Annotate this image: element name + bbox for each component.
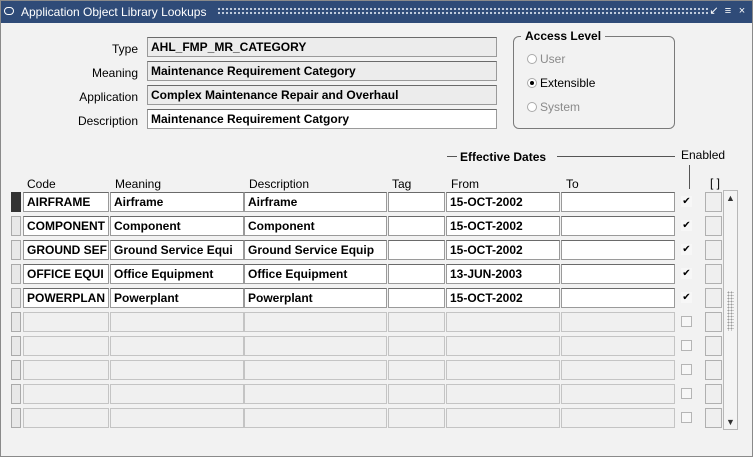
cell-tag[interactable] <box>388 216 445 236</box>
cell-to[interactable] <box>561 408 675 428</box>
radio-extensible-label[interactable]: Extensible <box>540 76 596 90</box>
cell-tag[interactable] <box>388 192 445 212</box>
cell-code[interactable]: POWERPLAN <box>23 288 109 308</box>
radio-system[interactable] <box>527 102 537 112</box>
row-selector[interactable] <box>11 240 21 260</box>
enabled-checkbox[interactable]: ✔ <box>682 292 691 303</box>
cell-tag[interactable] <box>388 336 445 356</box>
enabled-checkbox[interactable] <box>681 412 692 423</box>
cell-code[interactable] <box>23 336 109 356</box>
effective-dates-title: Effective Dates <box>457 150 549 164</box>
cell-code[interactable]: OFFICE EQUI <box>23 264 109 284</box>
cell-description[interactable] <box>244 408 387 428</box>
enabled-checkbox[interactable] <box>681 388 692 399</box>
cell-description[interactable]: Ground Service Equip <box>244 240 387 260</box>
column-header-tag: Tag <box>392 177 412 191</box>
cell-meaning[interactable]: Office Equipment <box>110 264 244 284</box>
cell-to[interactable] <box>561 384 675 404</box>
radio-user[interactable] <box>527 54 537 64</box>
enabled-header: Enabled <box>681 148 726 162</box>
enabled-checkbox[interactable] <box>681 340 692 351</box>
cell-description[interactable]: Office Equipment <box>244 264 387 284</box>
cell-code[interactable]: GROUND SEF <box>23 240 109 260</box>
descriptive-flexfield-cell[interactable] <box>705 288 722 308</box>
cell-tag[interactable] <box>388 264 445 284</box>
cell-meaning[interactable]: Component <box>110 216 244 236</box>
window-title: Application Object Library Lookups <box>21 5 207 19</box>
meaning-label: Meaning <box>91 66 138 80</box>
cell-code[interactable] <box>23 408 109 428</box>
row-selector[interactable] <box>11 360 21 380</box>
enabled-checkbox[interactable] <box>681 316 692 327</box>
cell-from[interactable]: 15-OCT-2002 <box>446 216 560 236</box>
row-selector[interactable] <box>11 288 21 308</box>
cell-tag[interactable] <box>388 240 445 260</box>
enabled-checkbox[interactable] <box>681 364 692 375</box>
descriptive-flexfield-cell[interactable] <box>705 240 722 260</box>
window-menu-icon[interactable] <box>4 7 14 15</box>
cell-description[interactable] <box>244 336 387 356</box>
cell-to[interactable] <box>561 288 675 308</box>
description-field[interactable]: Maintenance Requirement Catgory <box>147 109 497 129</box>
application-label: Application <box>79 90 138 104</box>
cell-code[interactable]: AIRFRAME <box>23 192 109 212</box>
descriptive-flexfield-cell[interactable] <box>705 264 722 284</box>
cell-from[interactable] <box>446 384 560 404</box>
scroll-up-icon[interactable]: ▲ <box>726 193 735 203</box>
description-label: Description <box>77 114 138 128</box>
cell-to[interactable] <box>561 312 675 332</box>
descriptive-flexfield-cell[interactable] <box>705 336 722 356</box>
row-selector[interactable] <box>11 408 21 428</box>
cell-description[interactable] <box>244 384 387 404</box>
cell-meaning[interactable] <box>110 408 244 428</box>
cell-from[interactable]: 15-OCT-2002 <box>446 240 560 260</box>
access-level-title: Access Level <box>521 29 605 43</box>
row-selector[interactable] <box>11 384 21 404</box>
descriptive-flexfield-cell[interactable] <box>705 192 722 212</box>
cell-from[interactable] <box>446 312 560 332</box>
scroll-thumb[interactable] <box>727 291 734 331</box>
descriptive-flexfield-cell[interactable] <box>705 216 722 236</box>
cell-to[interactable] <box>561 264 675 284</box>
type-field[interactable]: AHL_FMP_MR_CATEGORY <box>147 37 497 57</box>
cell-code[interactable]: COMPONENT <box>23 216 109 236</box>
cell-description[interactable]: Component <box>244 216 387 236</box>
descriptive-flexfield-cell[interactable] <box>705 384 722 404</box>
enabled-checkbox[interactable]: ✔ <box>682 268 691 279</box>
enabled-checkbox[interactable]: ✔ <box>682 220 691 231</box>
cell-to[interactable] <box>561 360 675 380</box>
radio-user-label[interactable]: User <box>540 52 566 66</box>
cell-code[interactable] <box>23 360 109 380</box>
cell-meaning[interactable]: Airframe <box>110 192 244 212</box>
close-icon[interactable]: × <box>738 5 746 17</box>
row-selector[interactable] <box>11 216 21 236</box>
cell-from[interactable] <box>446 336 560 356</box>
cell-from[interactable] <box>446 360 560 380</box>
cell-meaning[interactable] <box>110 384 244 404</box>
cell-from[interactable] <box>446 408 560 428</box>
cell-from[interactable]: 15-OCT-2002 <box>446 192 560 212</box>
extra-column-header: [ ] <box>710 176 721 190</box>
column-header-from: From <box>451 177 479 191</box>
cell-description[interactable]: Airframe <box>244 192 387 212</box>
cell-tag[interactable] <box>388 384 445 404</box>
minimize-icon[interactable]: ↙ <box>709 5 719 17</box>
cell-to[interactable] <box>561 192 675 212</box>
cell-meaning[interactable] <box>110 360 244 380</box>
cell-meaning[interactable]: Powerplant <box>110 288 244 308</box>
cell-meaning[interactable] <box>110 312 244 332</box>
cell-description[interactable] <box>244 312 387 332</box>
enabled-checkbox[interactable]: ✔ <box>682 244 691 255</box>
meaning-field[interactable]: Maintenance Requirement Category <box>147 61 497 81</box>
radio-system-label[interactable]: System <box>540 100 581 114</box>
column-header-meaning: Meaning <box>115 177 162 191</box>
cell-to[interactable] <box>561 336 675 356</box>
column-header-to: To <box>566 177 579 191</box>
cell-tag[interactable] <box>388 288 445 308</box>
title-bar[interactable] <box>1 1 752 23</box>
effective-dates-line-right <box>557 156 675 157</box>
maximize-icon[interactable]: ≡ <box>724 5 732 17</box>
scroll-down-icon[interactable]: ▼ <box>726 417 735 427</box>
cell-code[interactable] <box>23 384 109 404</box>
column-header-description: Description <box>249 177 310 191</box>
cell-to[interactable] <box>561 240 675 260</box>
cell-description[interactable] <box>244 360 387 380</box>
cell-from[interactable]: 13-JUN-2003 <box>446 264 560 284</box>
type-label: Type <box>111 42 138 56</box>
column-header-code: Code <box>27 177 56 191</box>
title-bar-texture <box>217 7 708 16</box>
enabled-checkbox[interactable]: ✔ <box>682 196 691 207</box>
row-selector[interactable] <box>11 336 21 356</box>
cell-description[interactable]: Powerplant <box>244 288 387 308</box>
effective-dates-line-left <box>447 156 457 157</box>
descriptive-flexfield-cell[interactable] <box>705 312 722 332</box>
enabled-header-line <box>689 165 690 189</box>
cell-code[interactable] <box>23 312 109 332</box>
vertical-scrollbar[interactable] <box>723 190 738 430</box>
radio-extensible[interactable] <box>527 78 537 88</box>
cell-meaning[interactable]: Ground Service Equi <box>110 240 244 260</box>
descriptive-flexfield-cell[interactable] <box>705 360 722 380</box>
cell-tag[interactable] <box>388 312 445 332</box>
row-selector[interactable] <box>11 192 21 212</box>
cell-tag[interactable] <box>388 360 445 380</box>
cell-to[interactable] <box>561 216 675 236</box>
cell-tag[interactable] <box>388 408 445 428</box>
application-field[interactable]: Complex Maintenance Repair and Overhaul <box>147 85 497 105</box>
cell-meaning[interactable] <box>110 336 244 356</box>
row-selector[interactable] <box>11 312 21 332</box>
cell-from[interactable]: 15-OCT-2002 <box>446 288 560 308</box>
descriptive-flexfield-cell[interactable] <box>705 408 722 428</box>
row-selector[interactable] <box>11 264 21 284</box>
